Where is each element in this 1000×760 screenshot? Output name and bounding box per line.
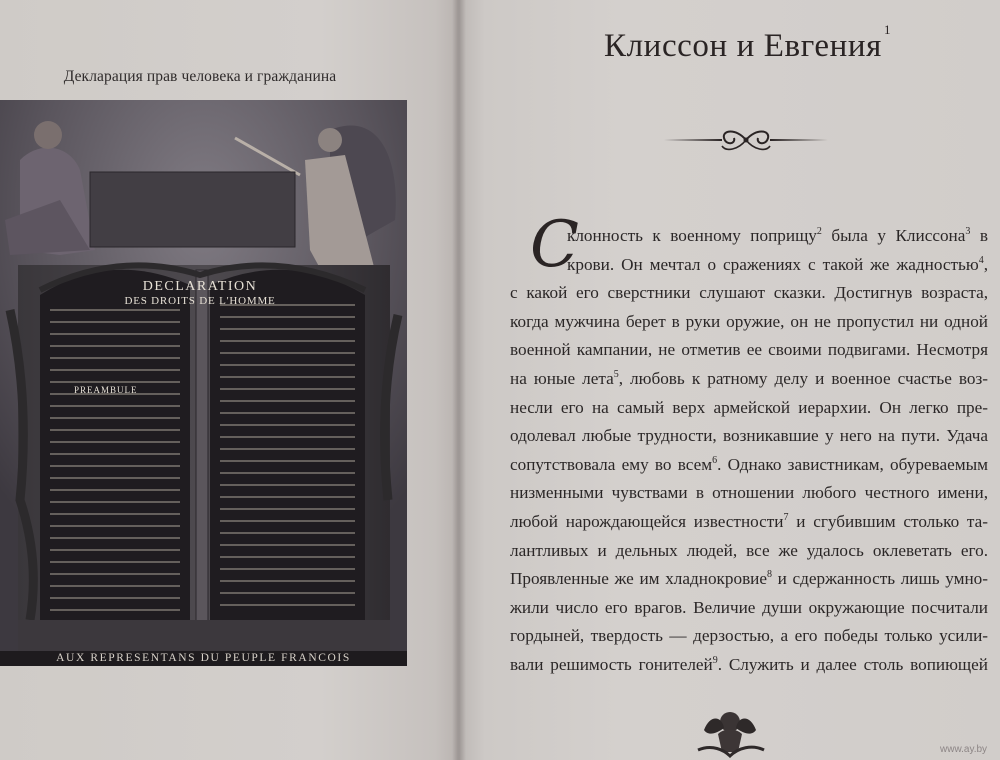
preamble-label: PREAMBULE — [74, 385, 138, 395]
book-gutter — [452, 0, 466, 760]
drop-cap: С — [530, 208, 579, 282]
text-line: Проявленные же им хладнокровие$^8$ и сдержанность лишь умно- — [510, 569, 988, 589]
text-line: с какой его сверстники слушают сказки. Достигнув возраста, — [510, 283, 988, 303]
tablet-title — [100, 280, 300, 308]
text-line: на юные лета$^5$, любовь к ратному делу и военное счастье воз- — [510, 368, 988, 388]
text-line: любой нарождающейся известности$^7$ и сгубившим столько та- — [510, 511, 989, 531]
text-line: когда мужчина берет в руки оружие, он не пропустил ни одной — [510, 311, 988, 331]
text-line: гордыней, твердость — дерзостью, а его победы только усили- — [510, 626, 988, 646]
text-line: несли его на самый верх армейской иерархии. Он легко пре- — [510, 397, 988, 417]
text-line: вали решимость гонителей$^9$. Служить и далее столь вопиющей — [510, 654, 988, 674]
body-text — [510, 222, 988, 680]
text-line: низменными чувствами в отношении любого честного имени, — [510, 483, 988, 503]
tablet-title-line2: DES DROITS DE L'HOMME — [124, 295, 276, 307]
running-head: Декларация прав человека и гражданина — [63, 68, 337, 85]
tablet-title-line1: DECLARATION — [142, 279, 258, 294]
engraving-artwork — [0, 100, 407, 666]
chapter-footnote-marker: 1 — [883, 22, 892, 37]
engraving-caption: AUX REPRESENTANS DU PEUPLE FRANCOIS — [0, 651, 407, 666]
watermark: www.ay.by — [940, 744, 988, 755]
text-line: жили число его врагов. Величие души окружающие посчитали — [510, 597, 988, 617]
text-line: военной кампании, не отметив ее своими подвигами. Несмотря — [510, 340, 988, 360]
flourish-ornament-icon — [664, 122, 828, 158]
text-line: сопутствовала ему во всем$^6$. Однако завистникам, обуреваемым — [510, 454, 988, 474]
text-line: лантливых и дельных людей, все же удалось оклеветать его. — [510, 540, 988, 560]
cherub-vignette-icon — [694, 700, 766, 760]
text-line: крови. Он мечтал о сражениях с такой же жадностью$^4$, — [567, 254, 988, 274]
text-line: клонность к военному поприщу$^2$ была у Клиссона$^3$ в — [567, 226, 988, 245]
chapter-title-text: Клиссон и Евгения — [604, 28, 882, 64]
text-line: одолевал любые трудности, возникавшие у него на пути. Удача — [510, 426, 988, 446]
chapter-title — [604, 22, 891, 65]
declaration-engraving — [0, 100, 407, 666]
